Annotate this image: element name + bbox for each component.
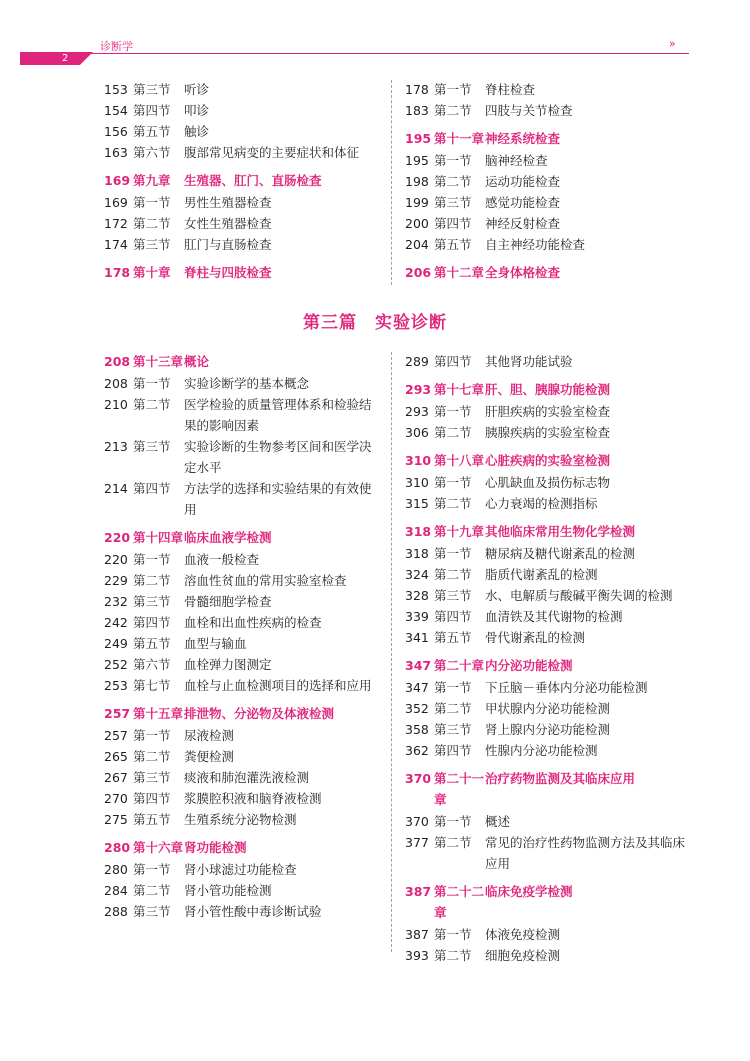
toc-page-number: 220 xyxy=(104,552,128,567)
toc-entry-title: 腹部常见病变的主要症状和体征 xyxy=(184,145,360,160)
toc-section-entry[interactable] xyxy=(405,213,688,234)
toc-section-label: 第三节 xyxy=(133,904,171,919)
toc-entry-title: 痰液和肺泡灌洗液检测 xyxy=(184,770,310,785)
toc-entry-title: 血型与输血 xyxy=(184,636,247,651)
toc-page-number: 362 xyxy=(405,743,429,758)
toc-section-label: 第三节 xyxy=(133,594,171,609)
toc-page-number: 284 xyxy=(104,883,128,898)
toc-section-label: 第九章 xyxy=(133,173,171,188)
toc-page-number: 310 xyxy=(405,453,432,468)
toc-entry-title: 女性生殖器检查 xyxy=(184,216,272,231)
toc-section-label: 第五节 xyxy=(133,124,171,139)
toc-entry-title: 其他临床常用生物化学检测 xyxy=(485,524,636,539)
toc-page-number: 195 xyxy=(405,131,432,146)
toc-entry-title: 肾小管功能检测 xyxy=(184,883,272,898)
toc-section-entry[interactable] xyxy=(405,585,685,606)
toc-section-entry[interactable] xyxy=(104,100,366,121)
toc-section-entry[interactable] xyxy=(104,436,379,478)
toc-entry-title: 听诊 xyxy=(184,82,210,97)
toc-section-label: 第一节 xyxy=(133,728,171,743)
toc-section-entry[interactable] xyxy=(405,351,685,372)
toc-entry-title: 血栓和出血性疾病的检查 xyxy=(184,615,322,630)
toc-entry-title: 尿液检测 xyxy=(184,728,235,743)
toc-page-number: 358 xyxy=(405,722,429,737)
toc-section-entry[interactable] xyxy=(405,192,688,213)
toc-section-label: 第五节 xyxy=(133,812,171,827)
toc-section-entry[interactable] xyxy=(104,591,379,612)
toc-page-number: 229 xyxy=(104,573,128,588)
toc-page-number: 393 xyxy=(405,948,429,963)
toc-entry-title: 概述 xyxy=(485,814,511,829)
toc-section-entry[interactable] xyxy=(104,880,379,901)
toc-chapter-entry[interactable] xyxy=(405,450,685,471)
toc-page-number: 163 xyxy=(104,145,128,160)
toc-page-number: 178 xyxy=(104,265,131,280)
toc-section-label: 第一节 xyxy=(133,552,171,567)
toc-section-label: 第二节 xyxy=(133,397,171,412)
toc-entry-title: 甲状腺内分泌功能检测 xyxy=(485,701,611,716)
toc-section-entry[interactable] xyxy=(405,422,685,443)
toc-entry-title: 肾功能检测 xyxy=(184,840,247,855)
toc-entry-title: 肛门与直肠检查 xyxy=(184,237,272,252)
toc-column-bottom-left xyxy=(104,351,379,922)
toc-section-label: 第四节 xyxy=(133,615,171,630)
toc-entry-title: 神经反射检查 xyxy=(485,216,561,231)
toc-section-entry[interactable] xyxy=(104,121,366,142)
toc-section-entry[interactable] xyxy=(104,213,366,234)
toc-section-label: 第十九章 xyxy=(434,524,485,539)
toc-section-label: 第十七章 xyxy=(434,382,485,397)
toc-page-number: 156 xyxy=(104,124,128,139)
toc-page-number: 257 xyxy=(104,706,131,721)
toc-page-number: 169 xyxy=(104,195,128,210)
toc-page-number: 341 xyxy=(405,630,429,645)
toc-page-number: 310 xyxy=(405,475,429,490)
toc-entry-title: 肾小球滤过功能检查 xyxy=(184,862,297,877)
toc-entry-title: 体液免疫检测 xyxy=(485,927,561,942)
toc-page-number: 232 xyxy=(104,594,128,609)
toc-page-number: 195 xyxy=(405,153,429,168)
toc-entry-title: 血栓与止血检测项目的选择和应用 xyxy=(184,678,372,693)
toc-entry-title: 血清铁及其代谢物的检测 xyxy=(485,609,623,624)
toc-chapter-entry[interactable] xyxy=(405,768,685,810)
toc-chapter-entry[interactable] xyxy=(104,703,379,724)
toc-chapter-entry[interactable] xyxy=(405,521,685,542)
toc-section-entry[interactable] xyxy=(104,725,379,746)
toc-section-label: 第五节 xyxy=(434,237,472,252)
toc-section-label: 第二十二章 xyxy=(434,884,485,920)
toc-entry-title: 方法学的选择和实验结果的有效使用 xyxy=(184,481,372,517)
toc-section-entry[interactable] xyxy=(405,606,685,627)
column-divider-top xyxy=(391,80,392,285)
toc-section-entry[interactable] xyxy=(104,570,379,591)
toc-page-number: 387 xyxy=(405,884,432,899)
toc-page-number: 174 xyxy=(104,237,128,252)
toc-page-number: 289 xyxy=(405,354,429,369)
toc-section-entry[interactable] xyxy=(104,192,366,213)
toc-entry-title: 医学检验的质量管理体系和检验结果的影响因素 xyxy=(184,397,372,433)
toc-chapter-entry[interactable] xyxy=(104,262,366,283)
toc-page-number: 318 xyxy=(405,524,432,539)
toc-entry-title: 肝、胆、胰腺功能检测 xyxy=(485,382,611,397)
header-rule xyxy=(82,53,689,54)
toc-page-number: 213 xyxy=(104,439,128,454)
toc-entry-title: 叩诊 xyxy=(184,103,210,118)
toc-section-entry[interactable] xyxy=(405,698,685,719)
toc-entry-title: 全身体格检查 xyxy=(485,265,561,280)
toc-entry-title: 脑神经检查 xyxy=(485,153,548,168)
toc-section-label: 第二节 xyxy=(133,216,171,231)
toc-page-number: 306 xyxy=(405,425,429,440)
toc-section-entry[interactable] xyxy=(405,100,688,121)
toc-entry-title: 粪便检测 xyxy=(184,749,235,764)
toc-page-number: 270 xyxy=(104,791,128,806)
toc-page-number: 280 xyxy=(104,840,131,855)
toc-section-label: 第三节 xyxy=(434,722,472,737)
toc-entry-title: 生殖器、肛门、直肠检查 xyxy=(184,173,322,188)
toc-chapter-entry[interactable] xyxy=(405,881,685,923)
toc-page-number: 265 xyxy=(104,749,128,764)
toc-entry-title: 治疗药物监测及其临床应用 xyxy=(485,771,636,786)
toc-section-entry[interactable] xyxy=(405,150,688,171)
toc-section-entry[interactable] xyxy=(104,234,366,255)
toc-section-label: 第二节 xyxy=(434,835,472,850)
toc-entry-title: 常见的治疗性药物监测方法及其临床应用 xyxy=(485,835,686,871)
toc-section-entry[interactable] xyxy=(104,767,379,788)
toc-page-number: 370 xyxy=(405,814,429,829)
toc-section-label: 第四节 xyxy=(133,481,171,496)
toc-page-number: 328 xyxy=(405,588,429,603)
toc-section-entry[interactable] xyxy=(104,612,379,633)
toc-entry-title: 排泄物、分泌物及体液检测 xyxy=(184,706,335,721)
toc-page-number: 208 xyxy=(104,376,128,391)
toc-entry-title: 骨代谢紊乱的检测 xyxy=(485,630,586,645)
toc-entry-title: 心脏疾病的实验室检测 xyxy=(485,453,611,468)
toc-section-label: 第六节 xyxy=(133,145,171,160)
toc-section-entry[interactable] xyxy=(405,945,685,966)
toc-entry-title: 胰腺疾病的实验室检查 xyxy=(485,425,611,440)
toc-section-label: 第十四章 xyxy=(133,530,184,545)
toc-section-label: 第一节 xyxy=(133,195,171,210)
toc-section-label: 第五节 xyxy=(133,636,171,651)
toc-section-entry[interactable] xyxy=(104,859,379,880)
toc-page-number: 315 xyxy=(405,496,429,511)
toc-section-entry[interactable] xyxy=(405,543,685,564)
toc-section-label: 第二节 xyxy=(434,174,472,189)
toc-section-label: 第一节 xyxy=(434,546,472,561)
toc-section-entry[interactable] xyxy=(104,654,379,675)
toc-page-number: 214 xyxy=(104,481,128,496)
toc-entry-title: 感觉功能检查 xyxy=(485,195,561,210)
toc-chapter-entry[interactable] xyxy=(104,170,366,191)
toc-chapter-entry[interactable] xyxy=(104,837,379,858)
toc-section-entry[interactable] xyxy=(104,809,379,830)
toc-entry-title: 水、电解质与酸碱平衡失调的检测 xyxy=(485,588,673,603)
toc-entry-title: 溶血性贫血的常用实验室检查 xyxy=(184,573,347,588)
toc-chapter-entry[interactable] xyxy=(405,655,685,676)
toc-section-label: 第十六章 xyxy=(133,840,184,855)
toc-section-label: 第三节 xyxy=(133,237,171,252)
page-number-tab xyxy=(20,52,93,65)
toc-section-label: 第六节 xyxy=(133,657,171,672)
toc-section-entry[interactable] xyxy=(405,401,685,422)
toc-section-entry[interactable] xyxy=(405,472,685,493)
toc-entry-title: 骨髓细胞学检查 xyxy=(184,594,272,609)
page-number: 2 xyxy=(62,53,69,64)
toc-page-number: 204 xyxy=(405,237,429,252)
toc-page-number: 288 xyxy=(104,904,128,919)
toc-page-number: 172 xyxy=(104,216,128,231)
toc-page-number: 293 xyxy=(405,404,429,419)
toc-page-number: 339 xyxy=(405,609,429,624)
toc-section-entry[interactable] xyxy=(405,627,685,648)
toc-page-number: 347 xyxy=(405,658,432,673)
toc-entry-title: 临床免疫学检测 xyxy=(485,884,573,899)
toc-section-entry[interactable] xyxy=(405,493,685,514)
toc-section-label: 第二节 xyxy=(133,573,171,588)
toc-section-entry[interactable] xyxy=(104,788,379,809)
toc-section-entry[interactable] xyxy=(405,924,685,945)
toc-entry-title: 概论 xyxy=(184,354,210,369)
toc-section-label: 第一节 xyxy=(434,927,472,942)
toc-section-entry[interactable] xyxy=(104,746,379,767)
toc-section-label: 第二节 xyxy=(133,883,171,898)
toc-entry-title: 其他肾功能试验 xyxy=(485,354,573,369)
toc-section-entry[interactable] xyxy=(104,901,379,922)
toc-section-label: 第三节 xyxy=(133,439,171,454)
toc-page-number: 267 xyxy=(104,770,128,785)
toc-section-label: 第二节 xyxy=(434,948,472,963)
toc-section-entry[interactable] xyxy=(405,811,685,832)
toc-section-label: 第五节 xyxy=(434,630,472,645)
toc-entry-title: 神经系统检查 xyxy=(485,131,561,146)
toc-page-number: 169 xyxy=(104,173,131,188)
toc-section-label: 第四节 xyxy=(434,354,472,369)
toc-section-entry[interactable] xyxy=(104,478,379,520)
toc-section-label: 第一节 xyxy=(434,153,472,168)
toc-section-entry[interactable] xyxy=(104,394,379,436)
toc-section-label: 第十二章 xyxy=(434,265,485,280)
toc-page-number: 352 xyxy=(405,701,429,716)
toc-entry-title: 肾上腺内分泌功能检测 xyxy=(485,722,611,737)
toc-section-label: 第七节 xyxy=(133,678,171,693)
toc-section-label: 第四节 xyxy=(133,103,171,118)
toc-section-entry[interactable] xyxy=(104,373,379,394)
toc-section-label: 第一节 xyxy=(434,680,472,695)
toc-section-label: 第一节 xyxy=(133,376,171,391)
page-header xyxy=(0,0,750,70)
toc-section-label: 第一节 xyxy=(434,814,472,829)
toc-page-number: 199 xyxy=(405,195,429,210)
toc-chapter-entry[interactable] xyxy=(405,262,688,283)
toc-page-number: 280 xyxy=(104,862,128,877)
chevron-right-icon: » xyxy=(669,37,674,50)
toc-section-entry[interactable] xyxy=(104,549,379,570)
toc-entry-title: 实验诊断学的基本概念 xyxy=(184,376,310,391)
toc-page-number: 387 xyxy=(405,927,429,942)
toc-entry-title: 肾小管性酸中毒诊断试验 xyxy=(184,904,322,919)
toc-chapter-entry[interactable] xyxy=(104,351,379,372)
toc-section-label: 第十一章 xyxy=(434,131,485,146)
toc-section-label: 第二节 xyxy=(434,425,472,440)
toc-page-number: 198 xyxy=(405,174,429,189)
toc-page-number: 154 xyxy=(104,103,128,118)
toc-entry-title: 四肢与关节检查 xyxy=(485,103,573,118)
toc-page-number: 178 xyxy=(405,82,429,97)
toc-section-entry[interactable] xyxy=(405,832,685,874)
toc-entry-title: 心力衰竭的检测指标 xyxy=(485,496,598,511)
toc-section-label: 第二节 xyxy=(434,103,472,118)
toc-section-label: 第三节 xyxy=(434,588,472,603)
toc-entry-title: 糖尿病及糖代谢紊乱的检测 xyxy=(485,546,636,561)
toc-page-number: 206 xyxy=(405,265,432,280)
toc-entry-title: 下丘脑－垂体内分泌功能检测 xyxy=(485,680,648,695)
toc-section-entry[interactable] xyxy=(104,633,379,654)
toc-entry-title: 血液一般检查 xyxy=(184,552,260,567)
toc-section-entry[interactable] xyxy=(104,79,366,100)
toc-section-entry[interactable] xyxy=(104,675,379,696)
toc-entry-title: 浆膜腔积液和脑脊液检测 xyxy=(184,791,322,806)
toc-entry-title: 性腺内分泌功能检测 xyxy=(485,743,598,758)
toc-section-label: 第一节 xyxy=(133,862,171,877)
toc-chapter-entry[interactable] xyxy=(104,527,379,548)
toc-section-entry[interactable] xyxy=(405,564,685,585)
toc-section-label: 第四节 xyxy=(434,609,472,624)
toc-section-label: 第二十一章 xyxy=(434,771,485,807)
toc-section-entry[interactable] xyxy=(405,677,685,698)
toc-section-label: 第二节 xyxy=(434,701,472,716)
toc-page-number: 257 xyxy=(104,728,128,743)
toc-entry-title: 肝胆疾病的实验室检查 xyxy=(485,404,611,419)
toc-entry-title: 细胞免疫检测 xyxy=(485,948,561,963)
toc-section-label: 第二节 xyxy=(434,496,472,511)
toc-page-number: 347 xyxy=(405,680,429,695)
toc-section-label: 第三节 xyxy=(133,82,171,97)
toc-entry-title: 脂质代谢紊乱的检测 xyxy=(485,567,598,582)
toc-section-label: 第十八章 xyxy=(434,453,485,468)
toc-column-top-right xyxy=(405,79,688,284)
toc-section-label: 第二十章 xyxy=(434,658,485,673)
toc-entry-title: 实验诊断的生物参考区间和医学决定水平 xyxy=(184,439,372,475)
toc-page-number: 252 xyxy=(104,657,128,672)
toc-entry-title: 生殖系统分泌物检测 xyxy=(184,812,297,827)
toc-entry-title: 男性生殖器检查 xyxy=(184,195,272,210)
toc-entry-title: 心肌缺血及损伤标志物 xyxy=(485,475,611,490)
toc-section-label: 第三节 xyxy=(133,770,171,785)
toc-section-label: 第十章 xyxy=(133,265,171,280)
toc-section-entry[interactable] xyxy=(405,234,688,255)
toc-section-label: 第四节 xyxy=(133,791,171,806)
toc-chapter-entry[interactable] xyxy=(405,128,688,149)
toc-section-label: 第三节 xyxy=(434,195,472,210)
toc-page-number: 249 xyxy=(104,636,128,651)
column-divider-bottom xyxy=(391,352,392,952)
toc-section-entry[interactable] xyxy=(405,740,685,761)
toc-section-label: 第四节 xyxy=(434,743,472,758)
toc-page-number: 200 xyxy=(405,216,429,231)
toc-entry-title: 内分泌功能检测 xyxy=(485,658,573,673)
toc-section-label: 第一节 xyxy=(434,82,472,97)
toc-section-label: 第四节 xyxy=(434,216,472,231)
toc-page-number: 275 xyxy=(104,812,128,827)
toc-section-label: 第一节 xyxy=(434,404,472,419)
toc-entry-title: 脊柱与四肢检查 xyxy=(184,265,272,280)
toc-section-label: 第一节 xyxy=(434,475,472,490)
toc-entry-title: 临床血液学检测 xyxy=(184,530,272,545)
toc-section-entry[interactable] xyxy=(104,142,366,163)
toc-page-number: 324 xyxy=(405,567,429,582)
toc-section-label: 第十五章 xyxy=(133,706,184,721)
toc-entry-title: 自主神经功能检查 xyxy=(485,237,586,252)
toc-section-label: 第十三章 xyxy=(133,354,184,369)
toc-page-number: 253 xyxy=(104,678,128,693)
toc-entry-title: 运动功能检查 xyxy=(485,174,561,189)
toc-page-number: 208 xyxy=(104,354,131,369)
running-title: 诊断学 xyxy=(100,40,133,53)
toc-page-number: 370 xyxy=(405,771,432,786)
part-title: 第三篇 实验诊断 xyxy=(303,313,447,333)
toc-entry-title: 血栓弹力图测定 xyxy=(184,657,272,672)
toc-page-number: 220 xyxy=(104,530,131,545)
toc-section-label: 第二节 xyxy=(133,749,171,764)
toc-page-number: 318 xyxy=(405,546,429,561)
toc-column-top-left xyxy=(104,79,366,284)
toc-page-number: 293 xyxy=(405,382,432,397)
toc-page-number: 377 xyxy=(405,835,429,850)
toc-section-entry[interactable] xyxy=(405,171,688,192)
toc-section-entry[interactable] xyxy=(405,79,688,100)
toc-column-bottom-right xyxy=(405,351,685,966)
toc-page-number: 242 xyxy=(104,615,128,630)
toc-entry-title: 脊柱检查 xyxy=(485,82,536,97)
toc-page-number: 153 xyxy=(104,82,128,97)
toc-section-label: 第二节 xyxy=(434,567,472,582)
toc-entry-title: 触诊 xyxy=(184,124,210,139)
toc-page-number: 210 xyxy=(104,397,128,412)
toc-page-number: 183 xyxy=(405,103,429,118)
toc-section-entry[interactable] xyxy=(405,719,685,740)
toc-chapter-entry[interactable] xyxy=(405,379,685,400)
